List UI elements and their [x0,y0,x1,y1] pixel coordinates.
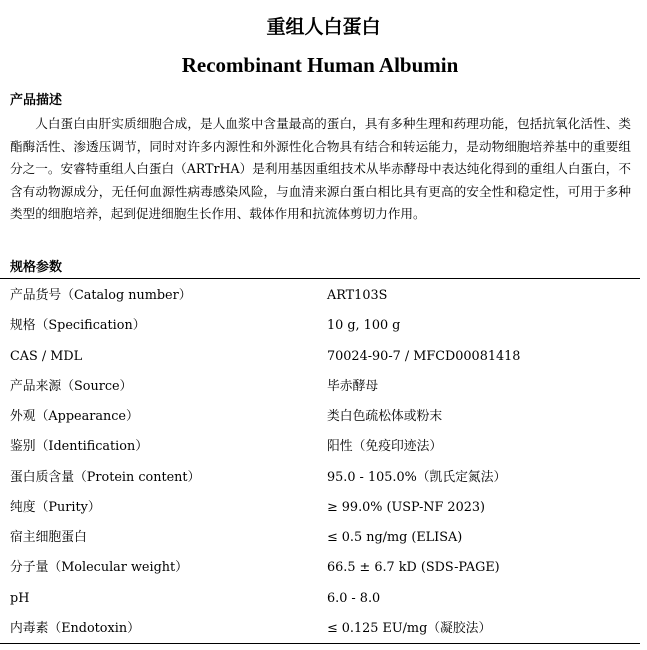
table-row [0,401,640,431]
spec-label: 鉴别（Identification） [10,439,148,455]
spec-value: 66.5 ± 6.7 kD (SDS-PAGE) [327,560,500,576]
spec-label: 产品货号（Catalog number） [10,288,192,303]
table-row [0,341,640,371]
spec-label: 内毒素（Endotoxin） [10,620,140,636]
spec-value: 70024-90-7 / MFCD00081418 [327,348,521,364]
table-row [0,431,640,461]
spec-label: 规格（Specification） [10,318,146,334]
spec-label: 蛋白质含量（Protein content） [10,469,201,485]
spec-value: 阳性（免疫印迹法） [327,439,443,455]
spec-value: 毕赤酵母 [327,378,379,394]
table-row [0,522,640,552]
page-title-english: Recombinant Human Albumin [181,53,459,77]
table-row [0,583,640,613]
spec-label: 产品来源（Source） [10,378,133,394]
spec-value: ≤ 0.125 EU/mg（凝胶法） [327,620,492,636]
table-row [0,371,640,401]
spec-label: pH [10,590,30,606]
table-row [0,310,640,340]
page-title-chinese: 重组人白蛋白 [266,16,381,38]
spec-label: CAS / MDL [10,348,83,364]
spec-label: 分子量（Molecular weight） [10,560,188,576]
spec-label: 宿主细胞蛋白 [10,530,87,545]
spec-value: 类白色疏松体或粉末 [327,409,443,424]
description-paragraph: 人白蛋白由肝实质细胞合成，是人血浆中含量最高的蛋白，具有多种生理和药理功能，包括抗氧化活性、类酯酶活性、渗透压调节，同时对许多内源性和外源性化合物具有结合和转运能力，是动物细胞培养基中的重要组分之一。安睿特重组人白蛋白（ARTrHA）是利用基因重组技术从毕赤酵母中表达纯化得到的重组人白蛋白，不含有动物源成分，无任何血源性病毒感染风险，与血清来源白蛋白相比具有更高的安全性和稳定性，可用于多种类型的细胞培养，起到促进细胞生长作用、载体作用和抗流体剪切力作用。 [10,116,631,222]
specifications-bottom-divider [0,643,640,644]
spec-label: 外观（Appearance） [10,409,139,424]
spec-label: 纯度（Purity） [10,499,101,515]
spec-value: ART103S [327,288,388,303]
spec-value: 6.0 - 8.0 [327,590,381,606]
description-heading: 产品描述 [10,93,63,108]
specifications-table [0,280,640,643]
spec-value: ≥ 99.0% (USP-NF 2023) [327,499,485,515]
specifications-top-divider [0,278,640,279]
table-row [0,280,640,310]
table-row [0,492,640,522]
spec-value: ≤ 0.5 ng/mg (ELISA) [327,530,463,545]
spec-value: 10 g, 100 g [327,318,401,334]
table-row [0,552,640,582]
spec-value: 95.0 - 105.0%（凯氏定氮法） [327,469,507,485]
table-row [0,462,640,492]
specifications-heading: 规格参数 [10,260,63,275]
table-row [0,613,640,643]
